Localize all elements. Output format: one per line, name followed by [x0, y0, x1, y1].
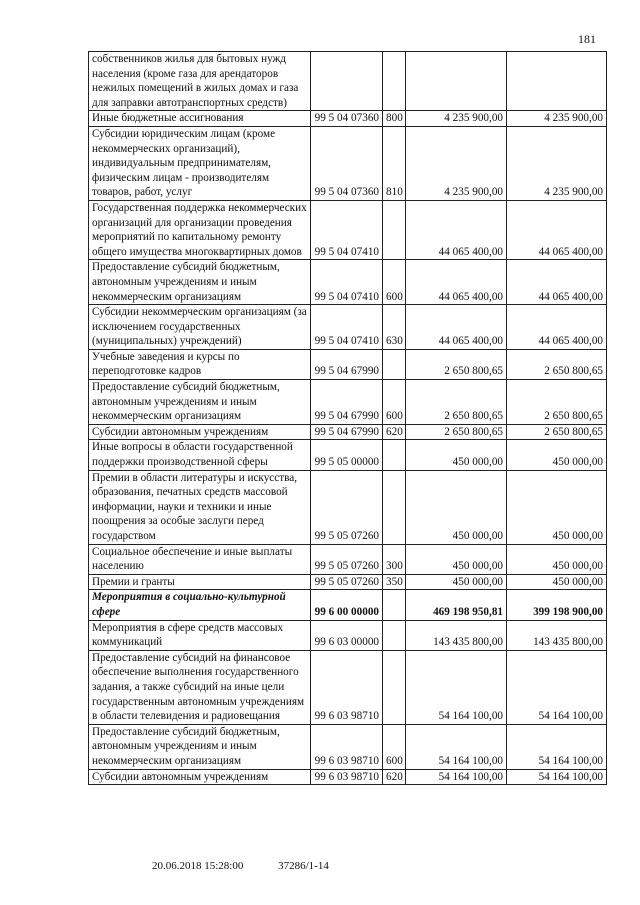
- row-amount-2019: 4 235 900,00: [406, 111, 507, 127]
- table-row: [89, 200, 607, 259]
- row-amount-2020: 2 650 800,65: [507, 424, 607, 440]
- table-row: [89, 650, 607, 724]
- row-name: Субсидии некоммерческим организациям (за исключением государственных (муниципальных) учреждений): [89, 305, 311, 350]
- row-name: Учебные заведения и курсы по переподготовке кадров: [89, 349, 311, 379]
- row-expense-type: [383, 470, 406, 544]
- row-amount-2019: 2 650 800,65: [406, 424, 507, 440]
- row-amount-2019: 450 000,00: [406, 470, 507, 544]
- row-amount-2019: 2 650 800,65: [406, 380, 507, 425]
- row-expense-type: [383, 590, 406, 620]
- table-row: [89, 126, 607, 200]
- row-name: Субсидии автономным учреждениям: [89, 769, 311, 785]
- row-amount-2020: 450 000,00: [507, 440, 607, 470]
- row-expense-type: 620: [383, 424, 406, 440]
- table-row: [89, 349, 607, 379]
- table-row: [89, 470, 607, 544]
- footer-timestamp: 20.06.2018 15:28:00: [152, 860, 244, 872]
- table-row: [89, 724, 607, 769]
- row-amount-2019: 44 065 400,00: [406, 260, 507, 305]
- row-expense-type: [383, 349, 406, 379]
- budget-table: [88, 51, 607, 785]
- row-name: Социальное обеспечение и иные выплаты населению: [89, 544, 311, 574]
- row-amount-2020: 2 650 800,65: [507, 349, 607, 379]
- row-amount-2020: 54 164 100,00: [507, 650, 607, 724]
- row-amount-2019: 44 065 400,00: [406, 200, 507, 259]
- table-row: [89, 305, 607, 350]
- table-row: [89, 380, 607, 425]
- row-name: Мероприятия в социально-культурной сфере: [89, 590, 311, 620]
- row-expense-type: [383, 200, 406, 259]
- row-code: 99 6 03 98710: [311, 724, 383, 769]
- row-expense-type: 620: [383, 769, 406, 785]
- row-name: Государственная поддержка некоммерческих организаций для организации проведения мероприятий по капитальному ремонту общего имущества многоквартирных домов: [89, 200, 311, 259]
- row-amount-2020: 54 164 100,00: [507, 769, 607, 785]
- row-expense-type: 600: [383, 724, 406, 769]
- row-expense-type: [383, 620, 406, 650]
- row-amount-2019: 4 235 900,00: [406, 126, 507, 200]
- footer-doc-id: 37286/1-14: [278, 860, 329, 872]
- row-name: Субсидии автономным учреждениям: [89, 424, 311, 440]
- row-code: 99 5 04 07410: [311, 305, 383, 350]
- row-code: 99 5 05 07260: [311, 574, 383, 590]
- row-expense-type: [383, 650, 406, 724]
- row-amount-2020: 450 000,00: [507, 544, 607, 574]
- row-amount-2020: [507, 52, 607, 111]
- row-amount-2019: 54 164 100,00: [406, 769, 507, 785]
- row-expense-type: 630: [383, 305, 406, 350]
- row-code: 99 5 04 07410: [311, 260, 383, 305]
- row-amount-2020: 44 065 400,00: [507, 260, 607, 305]
- row-code: 99 6 03 00000: [311, 620, 383, 650]
- row-code: 99 5 04 07360: [311, 111, 383, 127]
- row-code: 99 5 05 00000: [311, 440, 383, 470]
- row-expense-type: 810: [383, 126, 406, 200]
- row-amount-2020: 44 065 400,00: [507, 200, 607, 259]
- table-row: [89, 544, 607, 574]
- row-name: Премии и гранты: [89, 574, 311, 590]
- row-expense-type: [383, 52, 406, 111]
- row-code: 99 5 04 67990: [311, 380, 383, 425]
- row-code: 99 5 04 67990: [311, 349, 383, 379]
- table-body: [89, 52, 607, 785]
- row-amount-2020: 143 435 800,00: [507, 620, 607, 650]
- row-expense-type: 350: [383, 574, 406, 590]
- row-amount-2020: 450 000,00: [507, 470, 607, 544]
- row-name: Предоставление субсидий бюджетным, автономным учреждениям и иным некоммерческим организациям: [89, 380, 311, 425]
- table-row: [89, 424, 607, 440]
- row-amount-2019: 450 000,00: [406, 574, 507, 590]
- row-amount-2020: 450 000,00: [507, 574, 607, 590]
- row-code: 99 5 04 07360: [311, 126, 383, 200]
- footer: [152, 860, 361, 872]
- row-name: Премии в области литературы и искусства, образования, печатных средств массовой информации, науки и техники и иные поощрения за особые заслуги перед государством: [89, 470, 311, 544]
- row-code: 99 5 05 07260: [311, 470, 383, 544]
- row-name: Мероприятия в сфере средств массовых коммуникаций: [89, 620, 311, 650]
- row-amount-2019: 450 000,00: [406, 544, 507, 574]
- row-code: 99 6 03 98710: [311, 769, 383, 785]
- row-amount-2019: 143 435 800,00: [406, 620, 507, 650]
- row-amount-2020: 54 164 100,00: [507, 724, 607, 769]
- row-amount-2020: 4 235 900,00: [507, 111, 607, 127]
- row-code: 99 6 03 98710: [311, 650, 383, 724]
- table-row: [89, 111, 607, 127]
- row-name: Предоставление субсидий бюджетным, автономным учреждениям и иным некоммерческим организациям: [89, 260, 311, 305]
- row-code: 99 5 05 07260: [311, 544, 383, 574]
- row-amount-2019: [406, 52, 507, 111]
- row-amount-2019: 469 198 950,81: [406, 590, 507, 620]
- row-expense-type: 300: [383, 544, 406, 574]
- table-row: [89, 440, 607, 470]
- row-expense-type: 600: [383, 380, 406, 425]
- row-name: Иные вопросы в области государственной поддержки производственной сферы: [89, 440, 311, 470]
- row-amount-2019: 450 000,00: [406, 440, 507, 470]
- row-name: Предоставление субсидий на финансовое обеспечение выполнения государственного задания, а также субсидий на иные цели государственным автономным учреждениям в области телевидения и радиовещания: [89, 650, 311, 724]
- row-name: Субсидии юридическим лицам (кроме некоммерческих организаций), индивидуальным предпринимателям, физическим лицам - производителям товаров, работ, услуг: [89, 126, 311, 200]
- table-row: [89, 260, 607, 305]
- row-expense-type: 800: [383, 111, 406, 127]
- row-code: 99 6 00 00000: [311, 590, 383, 620]
- row-expense-type: [383, 440, 406, 470]
- row-amount-2019: 2 650 800,65: [406, 349, 507, 379]
- row-amount-2020: 44 065 400,00: [507, 305, 607, 350]
- row-amount-2020: 399 198 900,00: [507, 590, 607, 620]
- table-row: [89, 620, 607, 650]
- row-expense-type: 600: [383, 260, 406, 305]
- table-row: [89, 769, 607, 785]
- row-amount-2019: 54 164 100,00: [406, 724, 507, 769]
- row-amount-2019: 44 065 400,00: [406, 305, 507, 350]
- row-name: Иные бюджетные ассигнования: [89, 111, 311, 127]
- row-name: собственников жилья для бытовых нужд населения (кроме газа для арендаторов нежилых помещений в жилых домах и газа для заправки автотранспортных средств): [89, 52, 311, 111]
- row-amount-2020: 4 235 900,00: [507, 126, 607, 200]
- row-name: Предоставление субсидий бюджетным, автономным учреждениям и иным некоммерческим организациям: [89, 724, 311, 769]
- page-number: 181: [578, 32, 596, 46]
- row-code: 99 5 04 67990: [311, 424, 383, 440]
- row-amount-2019: 54 164 100,00: [406, 650, 507, 724]
- row-code: [311, 52, 383, 111]
- table-row: [89, 52, 607, 111]
- table-row: [89, 590, 607, 620]
- table-row: [89, 574, 607, 590]
- row-amount-2020: 2 650 800,65: [507, 380, 607, 425]
- row-code: 99 5 04 07410: [311, 200, 383, 259]
